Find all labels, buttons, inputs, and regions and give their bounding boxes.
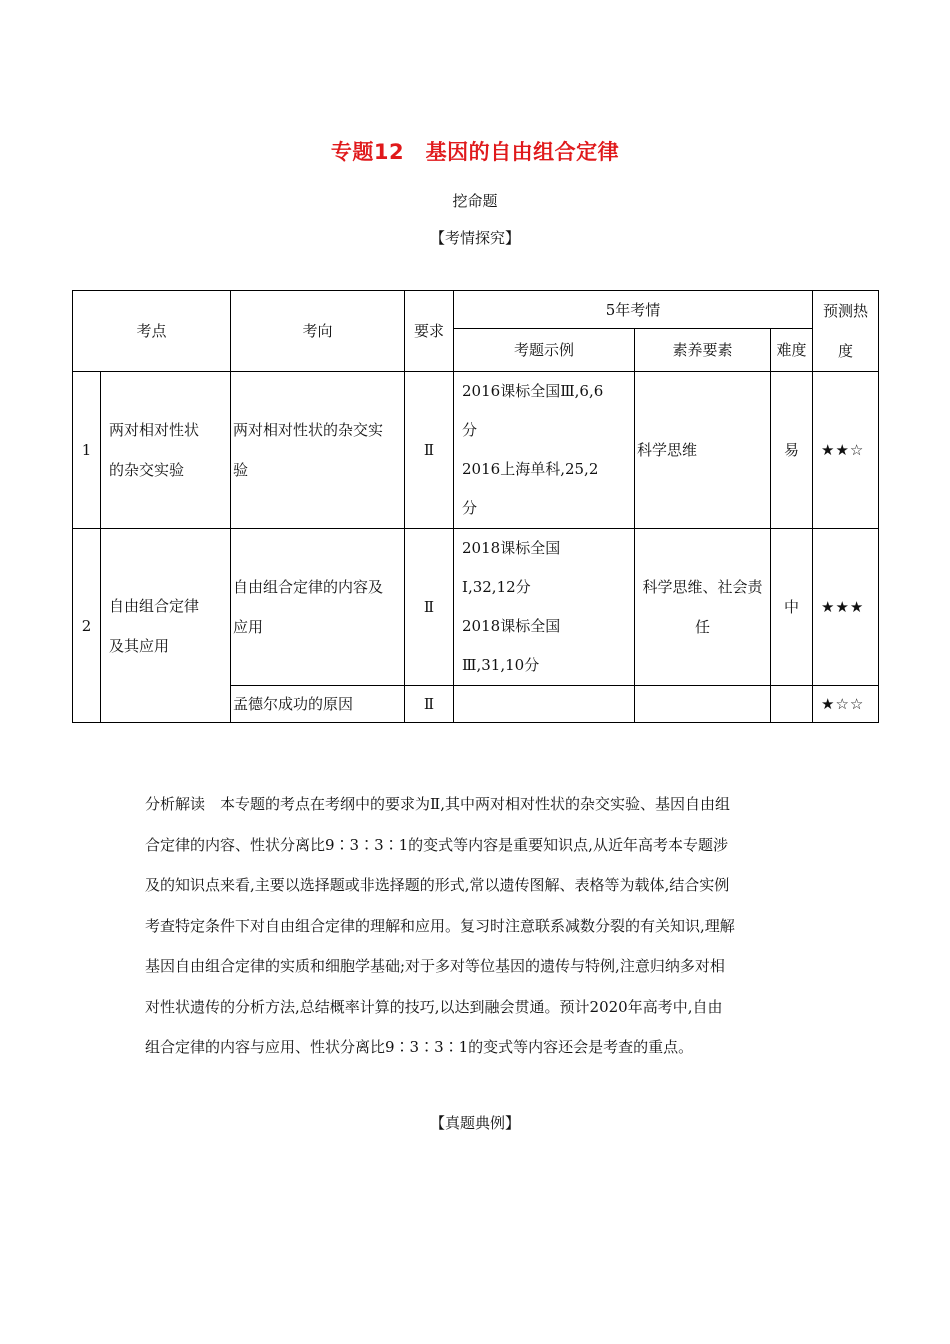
table-row xyxy=(73,372,879,529)
kaodian-line: 两对相对性状 xyxy=(109,421,200,439)
suyang-cell xyxy=(635,686,771,723)
analysis-line: 及的知识点来看,主要以选择题或非选择题的形式,常以遗传图解、表格等为载体,结合实例 xyxy=(145,876,730,894)
yaoqiu-cell: Ⅱ xyxy=(405,686,454,723)
kaodian-cell xyxy=(101,372,231,529)
nandu-cell: 中 xyxy=(771,529,813,686)
example-line: 2016课标全国Ⅲ,6,6 xyxy=(462,382,604,400)
table-header-row xyxy=(73,291,879,329)
analysis-line: 组合定律的内容与应用、性状分离比9∶3∶3∶1的变式等内容还会是考查的重点。 xyxy=(145,1038,694,1056)
example-line: 分 xyxy=(462,499,478,517)
example-line: 2016上海单科,25,2 xyxy=(462,460,599,478)
kaoxiang-line: 自由组合定律的内容及 xyxy=(233,578,384,596)
analysis-line: 合定律的内容、性状分离比9∶3∶3∶1的变式等内容是重要知识点,从近年高考本专题涉 xyxy=(145,835,728,854)
header-suyang: 素养要素 xyxy=(635,329,771,372)
subsection-heading: 【考情探究】 xyxy=(429,229,520,247)
analysis-paragraph xyxy=(145,784,809,1068)
kaoxiang-cell xyxy=(231,529,405,686)
analysis-line: 考查特定条件下对自由组合定律的理解和应用。复习时注意联系减数分裂的有关知识,理解 xyxy=(145,916,735,935)
kaoxiang-line: 验 xyxy=(233,461,249,479)
row-number: 1 xyxy=(73,372,101,529)
section-heading: 挖命题 xyxy=(452,192,498,210)
example-line: Ⅲ,31,10分 xyxy=(462,656,540,674)
table-row xyxy=(73,529,879,686)
header-yuce-line2: 度 xyxy=(838,342,854,360)
example-line: Ⅰ,32,12分 xyxy=(462,578,531,596)
example-line: 2018课标全国 xyxy=(462,617,561,635)
kaoxiang-line: 两对相对性状的杂交实 xyxy=(233,421,384,439)
bottom-heading: 【真题典例】 xyxy=(429,1114,520,1132)
rating-stars: ★★☆ xyxy=(813,372,879,529)
exam-analysis-table xyxy=(72,290,879,723)
nandu-cell xyxy=(771,686,813,723)
example-line: 2018课标全国 xyxy=(462,539,561,557)
analysis-line: 分析解读 本专题的考点在考纲中的要求为Ⅱ,其中两对相对性状的杂交实验、基因自由组 xyxy=(145,795,730,813)
header-yuce xyxy=(813,291,879,372)
header-five-year: 5年考情 xyxy=(454,291,813,329)
header-yaoqiu: 要求 xyxy=(405,291,454,372)
kaoxiang-line: 应用 xyxy=(233,618,264,636)
analysis-line: 基因自由组合定律的实质和细胞学基础;对于多对等位基因的遗传与特例,注意归纳多对相 xyxy=(145,957,725,975)
page-title: 专题12 基因的自由组合定律 xyxy=(330,140,620,164)
header-yuce-line1: 预测热 xyxy=(823,302,869,320)
suyang-cell xyxy=(635,529,771,686)
kaodian-line: 及其应用 xyxy=(109,636,170,655)
example-cell xyxy=(454,372,635,529)
rating-stars: ★☆☆ xyxy=(813,686,879,723)
yaoqiu-cell: Ⅱ xyxy=(405,372,454,529)
kaodian-line: 的杂交实验 xyxy=(109,461,185,479)
header-example: 考题示例 xyxy=(454,329,635,372)
analysis-line: 对性状遗传的分析方法,总结概率计算的技巧,以达到融会贯通。预计2020年高考中,自由 xyxy=(145,997,723,1016)
header-kaoxiang: 考向 xyxy=(231,291,405,372)
suyang-cell: 科学思维 xyxy=(635,372,771,529)
kaoxiang-cell xyxy=(231,372,405,529)
header-kaodian: 考点 xyxy=(73,291,231,372)
example-cell xyxy=(454,686,635,723)
kaodian-line: 自由组合定律 xyxy=(109,596,200,615)
yaoqiu-cell: Ⅱ xyxy=(405,529,454,686)
kaoxiang-cell: 孟德尔成功的原因 xyxy=(231,686,405,723)
example-cell xyxy=(454,529,635,686)
kaodian-cell xyxy=(101,529,231,723)
rating-stars: ★★★ xyxy=(813,529,879,686)
row-number: 2 xyxy=(73,529,101,723)
suyang-line: 任 xyxy=(695,618,711,636)
suyang-line: 科学思维、社会责 xyxy=(642,578,763,596)
nandu-cell: 易 xyxy=(771,372,813,529)
example-line: 分 xyxy=(462,421,478,439)
header-nandu: 难度 xyxy=(771,329,813,372)
